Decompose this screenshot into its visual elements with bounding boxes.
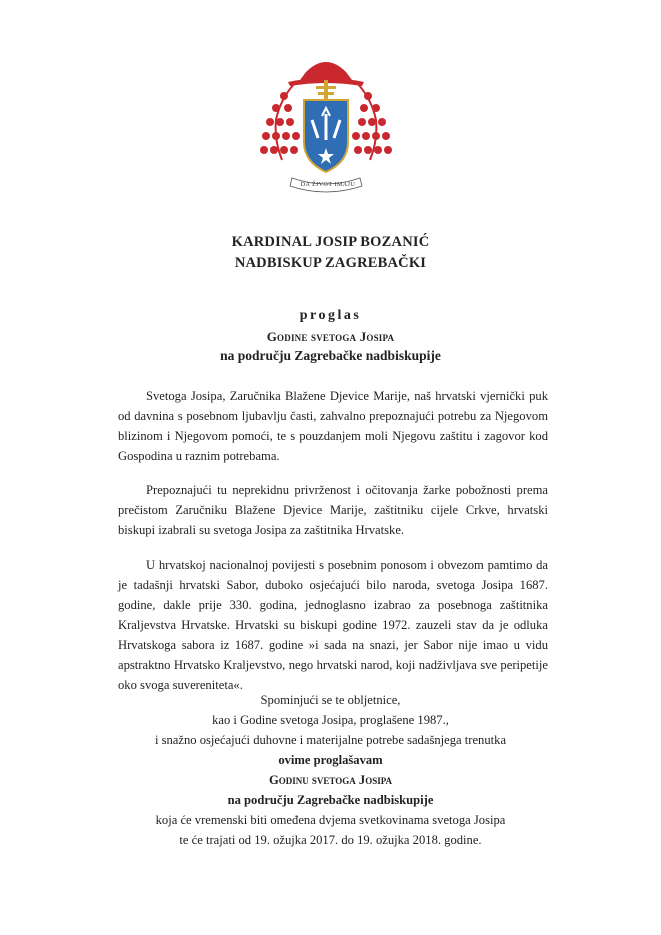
proclamation-area: na području Zagrebačke nadbiskupije [220,348,441,363]
motto-ribbon-text: DA ŽIVOT IMAJU [300,182,356,188]
closing-dates: te će trajati od 19. ožujka 2017. do 19. ožujka 2018. godine. [179,833,482,847]
closing-area: na području Zagrebačke nadbiskupije [227,793,434,807]
closing-year-name: Godinu svetoga Josipa [268,773,393,787]
proclamation-name: Godine svetoga Josipa [266,329,395,344]
paragraph-3: U hrvatskoj nacionalnoj povijesti s posebnim ponosom i obvezom pamtimo da je tadašnji hrvatski Sabor, duboko osjećajući bilo naroda, svetoga Josipa 1687. godine, dakle prije 330. godina, jednoglasno izabrao za posebnoga zaštitnika Kraljevstva Hrvatske. Hrvatski su biskupi godine 1972. zauzeli stav da je odluka Hrvatskoga sabora iz 1687. godine »i sada na snazi, jer Sabor nije imao u vidu apstraktno Hrvatsko Kraljevstvo, nego hrvatski narod, koji nadživljava sve peripetije oko svoga suvereniteta«. [118,558,548,692]
closing-proclaim: ovime proglašavam [278,753,383,767]
document-type: proglas [299,308,362,323]
closing-line-3: i snažno osjećajući duhovne i materijalne potrebe sadašnjega trenutka [154,733,507,747]
closing-line-7: koja će vremenski biti omeđena dvjema svetkovinama svetoga Josipa [155,813,506,827]
author-title: NADBISKUP ZAGREBAČKI [234,255,427,271]
paragraph-1: Svetoga Josipa, Zaručnika Blažene Djevice Marije, naš hrvatski vjernički puk od davnina s posebnom ljubavlju časti, zahvalno prepoznajući potrebu za Njegovom blizinom i Njegovom pomoći, te s pouzdanjem moli Njegovu zaštitu i zagovor kod Gospodina u raznim potrebama. [118,389,548,463]
paragraph-2: Prepoznajući tu neprekidnu privrženost i očitovanja žarke pobožnosti prema prečistom Zaručniku Blažene Djevice Marije, zaštitniku cijele Crkve, hrvatski biskupi izabrali su svetoga Josipa za zaštitnika Hrvatske. [118,483,548,537]
coat-of-arms-emblem [258,50,394,200]
closing-line-2: kao i Godine svetoga Josipa, proglašene 1987., [212,713,449,727]
closing-line-1: Spominjući se te obljetnice, [260,693,401,707]
author-name: KARDINAL JOSIP BOZANIĆ [231,234,430,250]
